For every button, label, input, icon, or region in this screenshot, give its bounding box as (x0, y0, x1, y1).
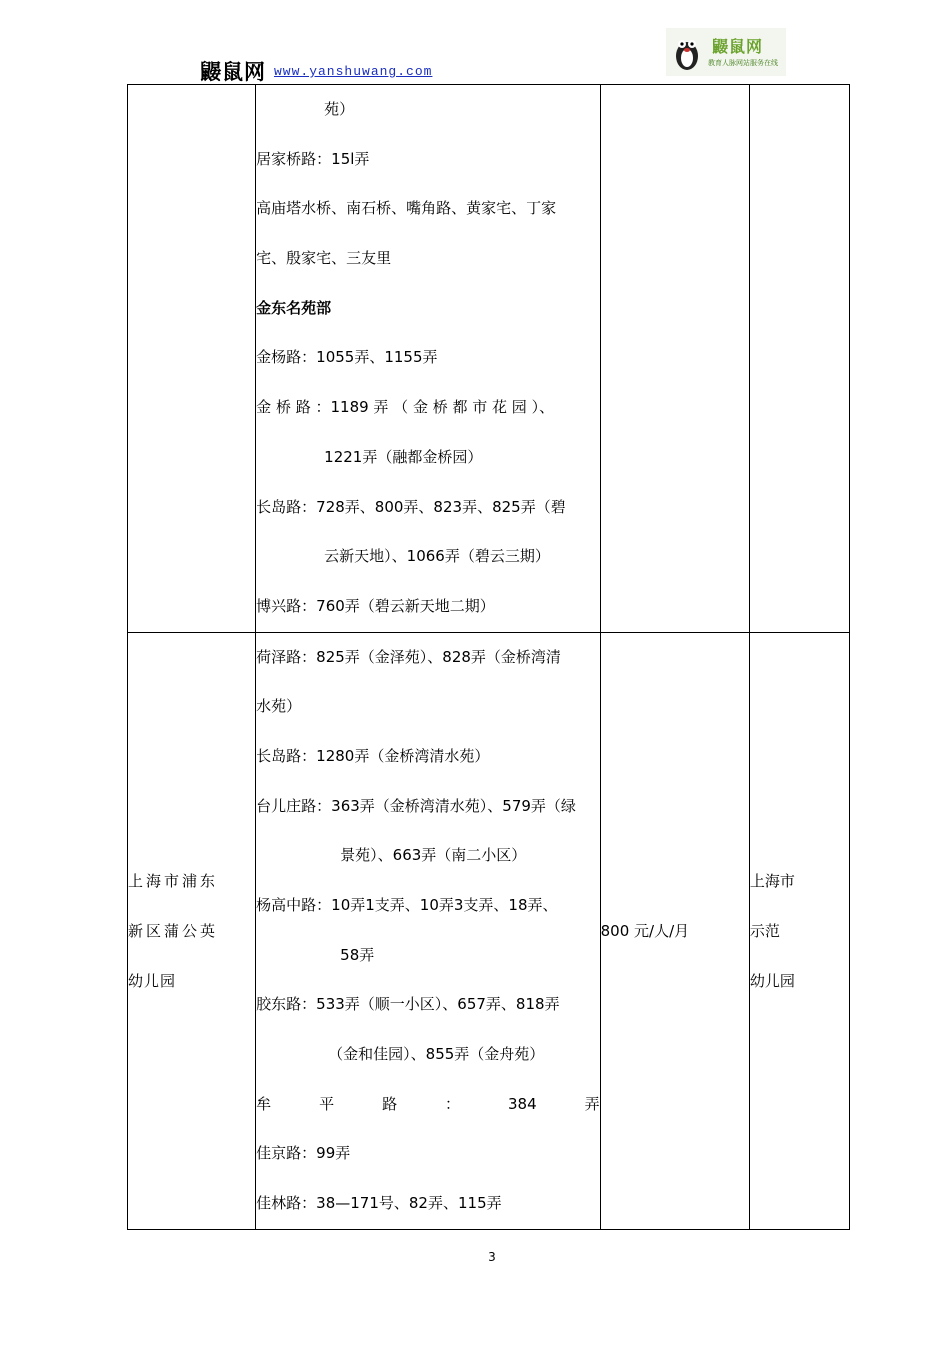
mole-mascot-icon (672, 32, 702, 72)
address-line: 苑） (324, 100, 355, 118)
justified-token: 路 (382, 1094, 398, 1113)
address-line: 高庙塔水桥、南石桥、嘴角路、黄家宅、丁家 (256, 199, 557, 218)
address-line: 长岛路：1280弄（金桥湾清水苑） (256, 746, 490, 765)
kindergarten-name-line: 幼儿园 (128, 971, 177, 990)
address-cell (256, 632, 600, 1229)
address-line: 博兴路：760弄（碧云新天地二期） (256, 596, 495, 615)
kindergarten-name-line: 新区蒲公英 (128, 921, 219, 940)
site-name: 鼹鼠网 (200, 59, 266, 84)
table-row (128, 85, 850, 633)
logo-title: 鼹鼠网 (712, 37, 764, 56)
level-cell (749, 632, 849, 1229)
justified-token: 弄 (584, 1094, 600, 1113)
address-line: 景苑）、663弄（南二小区） (340, 846, 527, 865)
level-line: 幼儿园 (749, 971, 795, 990)
address-line: （金和佳园）、855弄（金舟苑） (328, 1045, 545, 1064)
address-line: 胶东路：533弄（顺一小区）、657弄、818弄 (256, 995, 560, 1014)
kindergarten-name-cell (128, 85, 256, 633)
fee-cell: 800 元/人/月 (600, 632, 749, 1229)
address-line: 水苑） (256, 697, 302, 716)
address-line: 居家桥路：15l弄 (256, 149, 370, 168)
address-line: 1221弄（融都金桥园） (324, 447, 483, 466)
page-number: 3 (488, 1250, 496, 1264)
address-line: 长岛路：728弄、800弄、823弄、825弄（碧 (256, 497, 566, 516)
address-line: 荷泽路：825弄（金泽苑）、828弄（金桥湾清 (256, 647, 561, 666)
logo-subtitle: 教育人脉网站服务在线 (708, 59, 778, 67)
level-line: 示范 (749, 921, 780, 940)
kindergarten-name-cell (128, 632, 256, 1229)
address-line: 宅、殷家宅、三友里 (256, 249, 392, 268)
address-line: 台儿庄路：363弄（金桥湾清水苑）、579弄（绿 (256, 796, 576, 815)
justified-token: ： (445, 1094, 461, 1113)
kindergarten-table (127, 84, 850, 1230)
level-line: 上海市 (749, 871, 795, 890)
address-line: 58弄 (340, 945, 375, 964)
address-cell (256, 85, 600, 633)
address-line: 金 桥 路 ：1189 弄 （ 金 桥 都 市 花 园 ）、 (256, 398, 555, 417)
address-line: 佳林路：38—171号、82弄、115弄 (256, 1194, 502, 1213)
table-row (128, 632, 850, 1229)
site-url-link[interactable]: www.yanshuwang.com (274, 64, 433, 79)
address-line: 云新天地）、1066弄（碧云三期） (324, 547, 550, 566)
address-line: 金杨路：1055弄、1155弄 (256, 348, 438, 367)
address-line: 杨高中路：10弄1支弄、10弄3支弄、18弄、 (256, 896, 558, 914)
site-logo (666, 28, 786, 76)
address-line: 佳京路：99弄 (256, 1144, 351, 1163)
justified-token: 牟 (256, 1094, 272, 1113)
justified-token: 平 (319, 1094, 335, 1113)
address-line-justified (256, 1080, 599, 1130)
fee-cell (600, 85, 749, 633)
level-cell (749, 85, 849, 633)
kindergarten-name-line: 上海市浦东 (128, 871, 219, 890)
address-section-heading: 金东名苑部 (256, 298, 332, 317)
justified-token: 384 (507, 1094, 537, 1113)
